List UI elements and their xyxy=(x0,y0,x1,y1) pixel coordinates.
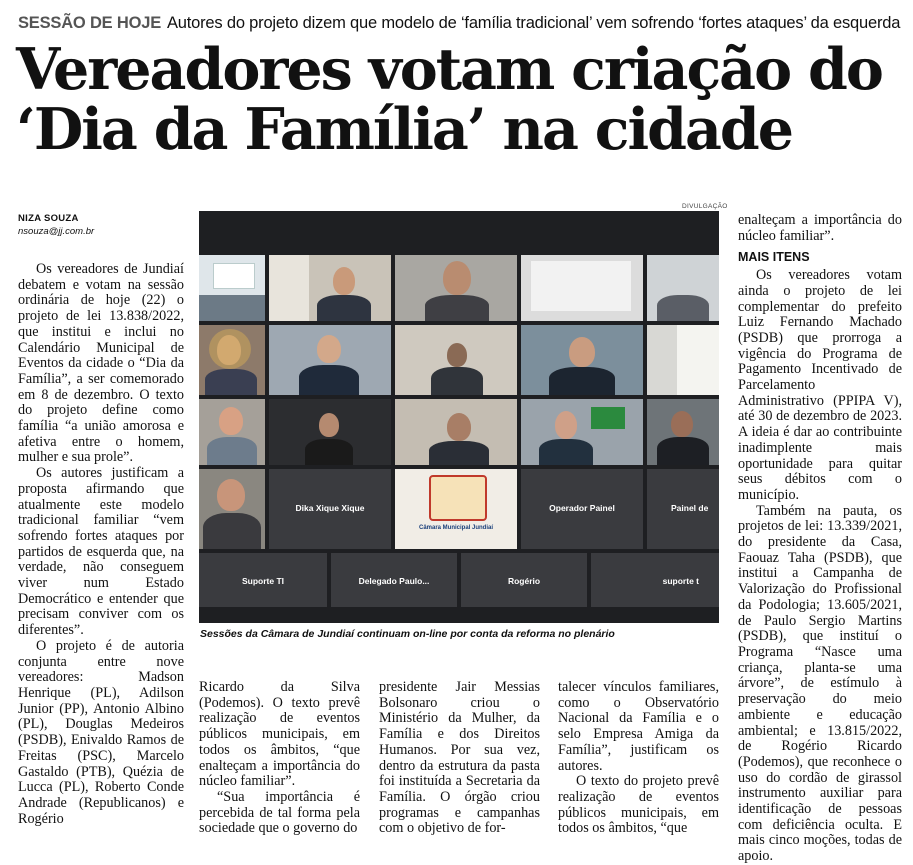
video-tile xyxy=(269,325,391,395)
video-tile xyxy=(647,469,719,549)
person-body xyxy=(205,369,257,395)
column-5 xyxy=(738,213,902,865)
video-tile xyxy=(461,553,587,607)
tile-name: Rogério xyxy=(507,575,541,586)
photo-credit: DIVULGAÇÃO xyxy=(682,203,728,210)
background-shape xyxy=(677,325,719,395)
video-tile xyxy=(199,255,265,321)
person-body xyxy=(203,513,261,549)
section-tag: SESSÃO DE HOJE xyxy=(18,14,161,32)
person-head xyxy=(555,411,577,439)
video-tile xyxy=(521,255,643,321)
section-heading: MAIS ITENS xyxy=(738,250,810,265)
coat-of-arms-logo xyxy=(429,475,487,521)
column-2 xyxy=(199,680,360,837)
person-head xyxy=(219,407,243,435)
video-tile xyxy=(647,255,719,321)
person-body xyxy=(207,437,257,465)
paragraph: enalteçam a importância do núcleo familiar”. xyxy=(738,212,902,244)
flag-graphic xyxy=(591,407,625,429)
column-4 xyxy=(558,680,719,837)
paragraph: presidente Jair Messias Bolsonaro criou o Ministério da Mulher, da Família e dos Direitos Humanos. Por sua vez, dentro da estrutura da pasta foi instituída a Secretaria da Família. O órgão criou programas e campanhas com o objetivo de for- xyxy=(379,679,540,837)
video-tile xyxy=(591,553,719,607)
paragraph: Os vereadores votam ainda o projeto de lei complementar do prefeito Luiz Fernando Machado (PSDB) que prorroga a vigência do Programa de Pagamento Incentivado de Parcelamento Administrativo (PPIPA V), até 30 de dezembro de 2023. A ideia é dar ao contribuinte inadimplente mais oportunidade para quitar seus débitos com o município. xyxy=(738,267,902,503)
person-head xyxy=(333,267,355,295)
paragraph: Ricardo da Silva (Podemos). O texto prevê realização de eventos públicos municipais, em todos os âmbitos, “que enalteçam a importância do núcleo familiar”. xyxy=(199,679,360,790)
video-tile xyxy=(269,399,391,465)
paragraph: Os vereadores de Jundiaí debatem e votam na sessão ordinária de hoje (22) o projeto de lei 13.838/2022, que institui e inclui no Calendário Municipal de Eventos da cidade o “Dia da Família”, a ser comemorado em 8 de dezembro. O texto do projeto define como família “a união amorosa e afetiva entre o homem, mulher e sua prole”. xyxy=(18,261,184,466)
headline-line-1: Vereadores votam criação do xyxy=(16,36,882,103)
video-tile xyxy=(647,399,719,465)
byline xyxy=(18,213,94,237)
logo-lettering: Câmara Municipal Jundiaí xyxy=(418,525,494,531)
video-tile xyxy=(521,325,643,395)
screen-graphic xyxy=(213,263,255,289)
person-body xyxy=(305,439,353,465)
headline xyxy=(16,36,906,163)
photo-caption: Sessões da Câmara de Jundiaí continuam on-line por conta da reforma no plenário xyxy=(200,628,615,640)
video-tile xyxy=(395,469,517,549)
person-head xyxy=(217,479,245,511)
paragraph: O projeto é de autoria conjunta entre nove vereadores: Madson Henrique (PL), Adilson Junior (PP), Antonio Albino (PL), Douglas Medeiros (PSDB), Enivaldo Ramos de Freitas (PSC), Marcelo Gastaldo (PTB), Quézia de Lucca (PL), Roberto Conde Andrade (Republicanos) e Rogério xyxy=(18,637,184,827)
hair-shape xyxy=(209,329,251,369)
tile-name: Operador Painel xyxy=(549,502,615,513)
video-tile xyxy=(395,255,517,321)
kicker xyxy=(18,14,908,33)
tile-name: suporte t xyxy=(662,575,699,586)
background-shape xyxy=(269,255,309,321)
person-body xyxy=(317,295,371,321)
paragraph: Também na pauta, os projetos de lei: 13.339/2021, do presidente da Casa, Faouaz Taha (PSDB), que institui a Campanha de Valorização do Profissional da Podologia; 13.605/2021, de Paulo Sergio Martins (PSDB), que instituí o Programa “Nasce uma criança, planta-se uma árvore”, de estímulo à preservação do meio ambiente e educação ambiental; e 13.815/2022, de Rogério Ricardo (Podemos), que reconhece o uso do cordão de girassol instrumento auxiliar para identificação de pessoas com deficiência oculta. E mais cinco moções, todas de apoio. xyxy=(738,502,902,865)
video-tile xyxy=(395,399,517,465)
column-1 xyxy=(18,262,184,827)
tile-name: Painel de xyxy=(671,502,709,513)
background-shape xyxy=(199,295,265,321)
video-tile xyxy=(199,399,265,465)
video-tile xyxy=(199,553,327,607)
deck-line: Autores do projeto dizem que modelo de ‘família tradicional’ vem sofrendo ‘fortes ataques’ da esquerda xyxy=(167,14,901,32)
paragraph: talecer vínculos familiares, como o Observatório Nacional da Família e o selo Empresa Amiga da Família”, justificam os autores. xyxy=(558,679,719,774)
video-tile xyxy=(199,469,265,549)
person-body xyxy=(431,367,483,395)
video-tile xyxy=(521,399,643,465)
video-tile xyxy=(331,553,457,607)
column-3 xyxy=(379,680,540,837)
person-head xyxy=(317,335,341,363)
tile-name: Suporte TI xyxy=(241,575,285,586)
video-tile xyxy=(647,325,719,395)
person-head xyxy=(443,261,471,295)
video-tile xyxy=(199,325,265,395)
person-body xyxy=(657,437,709,465)
person-body xyxy=(429,441,489,465)
headline-line-2: ‘Dia da Família’ na cidade xyxy=(16,96,793,163)
author-name: NIZA SOUZA xyxy=(18,213,79,224)
author-email: nsouza@jj.com.br xyxy=(18,226,95,237)
video-tile xyxy=(395,325,517,395)
person-body xyxy=(657,295,709,321)
paragraph: Os autores justificam a proposta afirmando que atualmente este modelo tradicional familiar “vem sofrendo fortes ataques por partidos de esquerda que, na verdade, não conseguem viver num Estado Democrático e entender que precisam conviver com os diferentes”. xyxy=(18,465,184,639)
video-tile xyxy=(521,469,643,549)
person-head xyxy=(447,343,467,367)
video-conference-photo xyxy=(199,211,719,623)
person-head xyxy=(447,413,471,441)
person-head xyxy=(671,411,693,437)
tile-name: Delegado Paulo... xyxy=(358,575,430,586)
video-tile xyxy=(269,255,391,321)
video-tile xyxy=(269,469,391,549)
person-body xyxy=(425,295,489,321)
paragraph: O texto do projeto prevê realização de eventos públicos municipais, em todos os âmbitos, “que xyxy=(558,773,719,837)
background-shape xyxy=(531,261,631,311)
paragraph: “Sua importância é percebida de tal forma pela sociedade que o governo do xyxy=(199,788,360,837)
person-body xyxy=(299,365,359,395)
tile-name: Dika Xique Xique xyxy=(295,502,365,513)
person-head xyxy=(319,413,339,437)
person-head xyxy=(569,337,595,367)
person-body xyxy=(539,439,593,465)
person-body xyxy=(549,367,615,395)
